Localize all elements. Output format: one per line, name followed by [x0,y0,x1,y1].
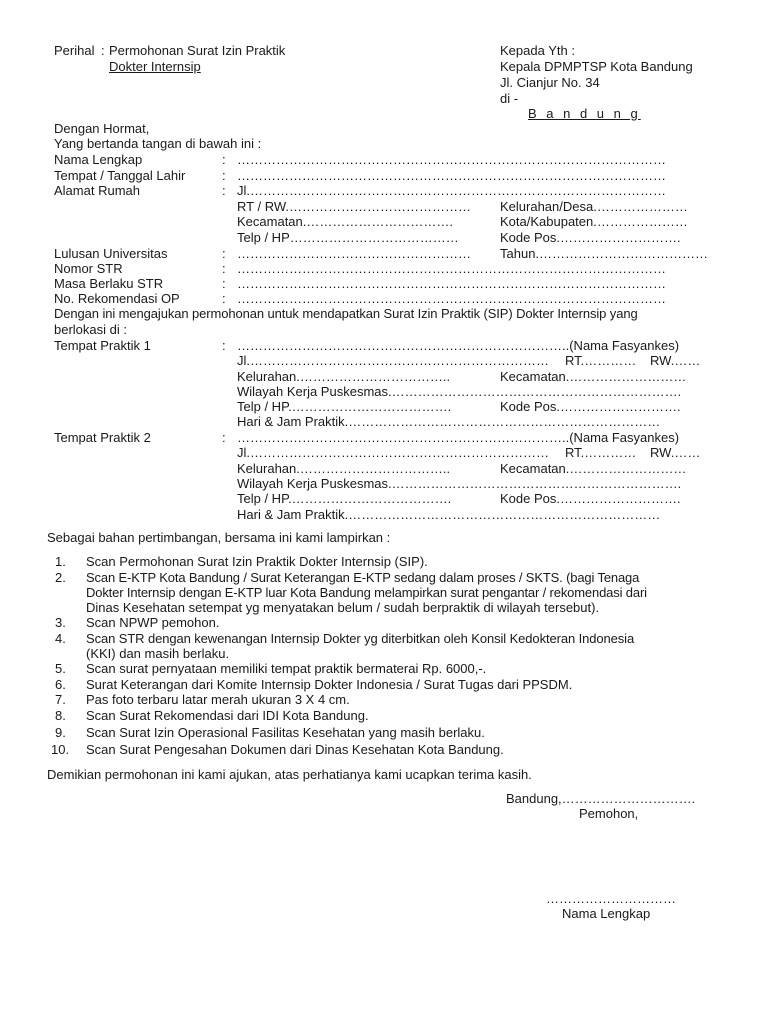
field-nama-lengkap: ……………………………………………………………………………………… [237,152,666,167]
closing-text: Demikian permohonan ini kami ajukan, atas perhatianya kami ucapkan terima kasih. [47,767,532,782]
list-item-number: 8. [55,708,66,723]
field-tahun: Tahun.………………………………… [500,246,709,261]
colon: : [222,246,226,261]
list-item-number: 1. [55,554,66,569]
list-item-number: 6. [55,677,66,692]
label-alamat-rumah: Alamat Rumah [54,183,140,198]
field-praktik-1-wilayah-puskesmas: Wilayah Kerja Puskesmas.…………………………………………………………. [237,384,682,399]
kepada-line: Jl. Cianjur No. 34 [500,75,600,90]
colon: : [222,168,226,183]
intro-text: Yang bertanda tangan di bawah ini : [54,136,262,151]
label-masa-berlaku-str: Masa Berlaku STR [54,276,164,291]
colon: : [222,430,226,445]
list-item-text: Scan E-KTP Kota Bandung / Surat Keterangan E-KTP sedang dalam proses / SKTS. (bagi Tenaga [86,570,640,585]
field-telp-hp: Telp / HP………………………………… [237,230,459,245]
list-item-text: Dinas Kesehatan setempat yg menyatakan belum / sudah berpraktik di wilayah tersebut). [86,600,600,615]
field-praktik-1-hari-jam: Hari & Jam Praktik.……………………………………………………………… [237,414,661,429]
field-praktik-1-kelurahan: Kelurahan.…………………………….. [237,369,451,384]
field-praktik-1-telp: Telp / HP.………………………………. [237,399,452,414]
field-praktik-2-kode-pos: Kode Pos.………………………. [500,491,681,506]
field-alamat-jl: Jl.…………………………………………………………………………………… [237,183,666,198]
list-item-number: 4. [55,631,66,646]
kepada-city: B a n d u n g [528,106,641,121]
list-item-text: Surat Keterangan dari Komite Internsip Dokter Indonesia / Surat Tugas dari PPSDM. [86,677,573,692]
field-masa-berlaku-str: ……………………………………………………………………………………… [237,276,666,291]
attachments-intro: Sebagai bahan pertimbangan, bersama ini kami lampirkan : [47,530,391,545]
list-item-text: Dokter Internsip dengan E-KTP luar Kota Bandung melampirkan surat pengantar / rekomendasi dari [86,585,647,600]
list-item-text: Scan Surat Rekomendasi dari IDI Kota Bandung. [86,708,369,723]
perihal-line-1: Permohonan Surat Izin Praktik [109,43,286,58]
field-praktik-2-rt: RT.………… [565,445,637,460]
colon: : [222,152,226,167]
list-item-text: Scan STR dengan kewenangan Internsip Dokter yg diterbitkan oleh Konsil Kedokteran Indonesia [86,631,635,646]
list-item-number: 10. [51,742,70,757]
colon: : [222,291,226,306]
kepada-line: Kepala DPMPTSP Kota Bandung [500,59,693,74]
field-praktik-1-kecamatan: Kecamatan.……………………… [500,369,687,384]
kepada-line: Kepada Yth : [500,43,575,58]
field-praktik-2-kelurahan: Kelurahan.…………………………….. [237,461,451,476]
list-item-text: Pas foto terbaru latar merah ukuran 3 X 4 cm. [86,692,350,707]
label-tempat-praktik-1: Tempat Praktik 1 [54,338,151,353]
field-kode-pos: Kode Pos.………………………. [500,230,681,245]
list-item-text: Scan NPWP pemohon. [86,615,220,630]
list-item-number: 5. [55,661,66,676]
field-praktik-1-kode-pos: Kode Pos.………………………. [500,399,681,414]
colon: : [222,338,226,353]
pemohon-label: Pemohon, [579,806,639,821]
signature-line: ………………………… [546,891,676,906]
field-praktik-2-hari-jam: Hari & Jam Praktik.……………………………………………………………… [237,507,661,522]
label-lulusan-universitas: Lulusan Universitas [54,246,168,261]
list-item-text: Scan Permohonan Surat Izin Praktik Dokter Internsip (SIP). [86,554,428,569]
field-rt-rw: RT / RW.…………………………………… [237,199,472,214]
field-praktik-1-rw: RW.…… [650,353,701,368]
colon: : [222,183,226,198]
field-praktik-2-fasyankes: …………………………………………………………………..(Nama Fasyankes) [237,430,680,445]
field-tempat-tanggal-lahir: ……………………………………………………………………………………… [237,168,666,183]
field-praktik-1-rt: RT.………… [565,353,637,368]
field-praktik-2-rw: RW.…… [650,445,701,460]
signature-name: Nama Lengkap [562,906,651,921]
list-item-number: 3. [55,615,66,630]
label-nomor-str: Nomor STR [54,261,123,276]
place-date: Bandung,…………………………. [506,791,696,806]
label-tempat-tanggal-lahir: Tempat / Tanggal Lahir [54,168,186,183]
list-item-text: (KKI) dan masih berlaku. [86,646,230,661]
colon: : [222,261,226,276]
label-no-rekomendasi-op: No. Rekomendasi OP [54,291,180,306]
perihal-label: Perihal [54,43,95,58]
greeting: Dengan Hormat, [54,121,150,136]
field-nomor-str: ……………………………………………………………………………………… [237,261,666,276]
request-text-line-2: berlokasi di : [54,322,127,337]
field-praktik-2-wilayah-puskesmas: Wilayah Kerja Puskesmas.…………………………………………………………. [237,476,682,491]
perihal-colon: : [101,43,105,58]
request-text-line-1: Dengan ini mengajukan permohonan untuk mendapatkan Surat Izin Praktik (SIP) Dokter Internsip yang [54,306,638,321]
field-praktik-1-jl: Jl.…………………………………………………………… [237,353,549,368]
field-kecamatan: Kecamatan.……………………………. [237,214,453,229]
field-praktik-2-telp: Telp / HP.………………………………. [237,491,452,506]
kepada-line: di - [500,91,519,106]
list-item-number: 2. [55,570,66,585]
list-item-number: 9. [55,725,66,740]
field-lulusan-universitas: ……………………………………………… [237,246,471,261]
label-nama-lengkap: Nama Lengkap [54,152,143,167]
label-tempat-praktik-2: Tempat Praktik 2 [54,430,151,445]
field-kota-kabupaten: Kota/Kabupaten.………………… [500,214,688,229]
perihal-line-2: Dokter Internsip [109,59,201,74]
field-praktik-2-kecamatan: Kecamatan.……………………… [500,461,687,476]
colon: : [222,276,226,291]
field-praktik-1-fasyankes: …………………………………………………………………..(Nama Fasyankes) [237,338,680,353]
field-no-rekomendasi-op: ……………………………………………………………………………………… [237,291,666,306]
field-praktik-2-jl: Jl.…………………………………………………………… [237,445,549,460]
list-item-text: Scan surat pernyataan memiliki tempat praktik bermaterai Rp. 6000,-. [86,661,487,676]
list-item-number: 7. [55,692,66,707]
field-kelurahan-desa: Kelurahan/Desa.………………… [500,199,688,214]
list-item-text: Scan Surat Izin Operasional Fasilitas Kesehatan yang masih berlaku. [86,725,485,740]
list-item-text: Scan Surat Pengesahan Dokumen dari Dinas Kesehatan Kota Bandung. [86,742,504,757]
